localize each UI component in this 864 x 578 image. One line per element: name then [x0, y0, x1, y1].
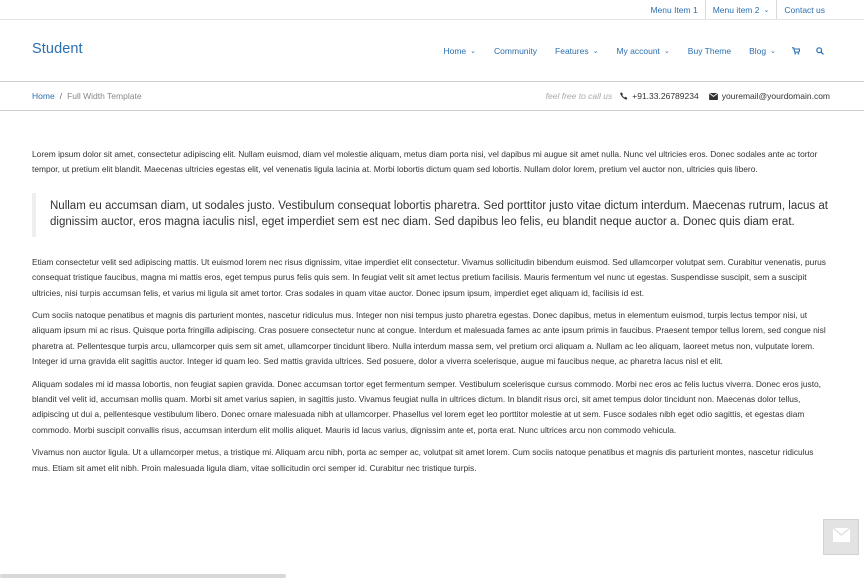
paragraph-2: Etiam consectetur velit sed adipiscing mattis. Ut euismod lorem nec risus dignissim, vitae imperdiet elit consectetur. Vivamus sollicitudin bibendum euismod. Sed ullamcorper volutpat sem. Curabitur venenatis, purus consequat tristique faucibus, magna mi mattis eros, eget tempus purus felis quis sem. In feugiat velit sit amet lectus pretium facilisis. Mauris fermentum vel nunc ut egestas. Suspendisse suscipit, sem a suscipit ultricies, nisi turpis accumsan felis, et varius mi ligula sit amet tortor. Cras sodales in quam vitae auctor. Donec ipsum ipsum, imperdiet eget aliquam id, facilisis id est. — [32, 256, 826, 298]
nav-home-label: Home — [443, 45, 467, 56]
nav-my-account-label: My account — [616, 45, 660, 56]
envelope-icon — [833, 528, 850, 547]
top-menu-item-2-label: Menu item 2 — [712, 4, 760, 15]
chevron-down-icon: ⌄ — [470, 47, 477, 55]
paragraph-3: Cum sociis natoque penatibus et magnis dis parturient montes, nascetur ridiculus mus. Integer non nisi tempus justo pharetra egestas. Donec dapibus, metus in elementum euismod, turpis lectus tempor nisi, ut aliquam ipsum mi ac risus. Quisque porta fringilla adipiscing. Cras posuere consectetur nunc at congue. Interdum et malesuada fames ac ante ipsum primis in faucibus. Praesent tempor tellus lorem, sed congue nisl pharetra at. Pellentesque turpis arcu, ullamcorper quis sem sit amet, ullamcorper tincidunt libero. Nulla interdum massa sem, vel pretium orci aliquam a. Nullam ac leo aliquam, laoreet metus non, vulputate lorem. Integer id urna gravida elit sagittis auctor. Integer id quam leo. Sed mattis gravida ultrices. Sed posuere, dolor a viverra scelerisque, augue mi faucibus neque, ac pharetra lacus nisl et elit. — [32, 310, 826, 367]
nav-community-label: Community — [494, 45, 538, 56]
chevron-down-icon: ⌄ — [592, 47, 599, 55]
paragraph-4: Aliquam sodales mi id massa lobortis, non feugiat sapien gravida. Donec accumsan tortor eget fermentum semper. Vestibulum scelerisque cursus commodo. Morbi nec eros ac felis luctus viverra. Donec eros justo, blandit vel velit id, accumsan mollis quam. Morbi sit amet varius sapien, in sagittis justo. Vivamus feugiat nulla in ultrices dictum. In blandit risus orci, sit amet tempus dolor tincidunt non. Maecenas dolor tellus, adipiscing ut dui a, pellentesque vestibulum libero. Donec ornare malesuada nibh at ullamcorper. Phasellus vel lorem eget leo porttitor molestie at ut sem. Fusce sodales nibh eget odio sagittis, et egestas diam commodo. Morbi suscipit convallis risus, accumsan interdum elit mollis aliquet. Mauris id lacus varius, dignissim ante et, porta erat. Nunc ultrices arcu non commodo vehicula. — [32, 378, 822, 435]
breadcrumb-bar — [0, 82, 864, 111]
contact-info — [546, 91, 830, 101]
nav-item-community[interactable] — [494, 46, 537, 56]
nav-item-buy-theme[interactable] — [688, 46, 731, 56]
top-menu-contact-us[interactable] — [776, 0, 832, 19]
site-logo[interactable]: Student — [32, 41, 83, 57]
nav-item-my-account[interactable] — [616, 46, 669, 56]
phone-number: +91.33.26789234 — [632, 91, 699, 101]
intro-paragraph: Lorem ipsum dolor sit amet, consectetur adipiscing elit. Nullam euismod, diam vel molestie aliquam, metus diam porta nisi, vel dapibus mi augue sit amet nulla. Nunc vel ultricies eros. Donec sodales ante ac tortor tempor, ut pretium elit blandit. Maecenas ultricies egestas elit, vel venenatis ligula lacinia at. Morbi lobortis dictum quam sed lobortis. Nullam dolor lorem, pretium vel auctor non, ultricies quis libero. — [32, 149, 818, 175]
breadcrumb-current: Full Width Template — [67, 91, 142, 101]
main-nav — [425, 20, 824, 81]
chevron-down-icon: ⌄ — [770, 47, 776, 55]
top-menu-item-1[interactable] — [643, 0, 704, 19]
blockquote: Nullam eu accumsan diam, ut sodales justo. Vestibulum consequat lobortis pharetra. Sed porttitor justo vitae dictum interdum. Maecenas rutrum, lacus at dignissim auctor, eros magna iaculis nisl, eget imperdiet sem est nec diam. Sed dapibus leo felis, eu blandit neque auctor a. Donec quis diam erat. — [32, 193, 832, 237]
top-bar — [0, 0, 864, 20]
top-menu-item-2[interactable] — [705, 0, 777, 19]
envelope-icon — [709, 93, 718, 100]
site-header — [0, 20, 864, 82]
top-menu-item-1-label: Menu Item 1 — [650, 4, 698, 15]
nav-item-blog[interactable] — [749, 46, 776, 56]
nav-features-label: Features — [555, 45, 589, 56]
chevron-down-icon: ⌄ — [763, 6, 770, 14]
top-menu — [643, 0, 832, 19]
horizontal-scrollbar[interactable] — [0, 574, 286, 578]
breadcrumb-separator: / — [59, 91, 63, 101]
contact-float-button[interactable] — [823, 519, 859, 555]
nav-item-home[interactable] — [443, 46, 476, 56]
breadcrumb-home[interactable]: Home — [32, 91, 55, 101]
cart-icon[interactable] — [792, 47, 800, 55]
paragraph-5: Vivamus non auctor ligula. Ut a ullamcorper metus, a tristique mi. Aliquam arcu nibh, porta ac semper ac, volutpat sit amet lorem. Cum sociis natoque penatibus et magnis dis parturient montes, nascetur ridiculus mus. Etiam sit amet elit nibh. Proin malesuada ligula diam, vitae sollicitudin orci semper id. Curabitur nec tristique turpis. — [32, 447, 814, 473]
breadcrumb — [32, 91, 142, 101]
chevron-down-icon: ⌄ — [663, 47, 670, 55]
page-content — [32, 147, 832, 476]
nav-blog-label: Blog — [749, 45, 767, 56]
nav-buy-theme-label: Buy Theme — [687, 45, 732, 56]
top-menu-contact-label: Contact us — [784, 4, 825, 15]
email-address[interactable]: youremail@yourdomain.com — [721, 91, 830, 101]
nav-item-features[interactable] — [555, 46, 598, 56]
call-note: feel free to call us — [545, 91, 613, 101]
phone-icon — [620, 92, 628, 100]
search-icon[interactable] — [816, 47, 824, 55]
